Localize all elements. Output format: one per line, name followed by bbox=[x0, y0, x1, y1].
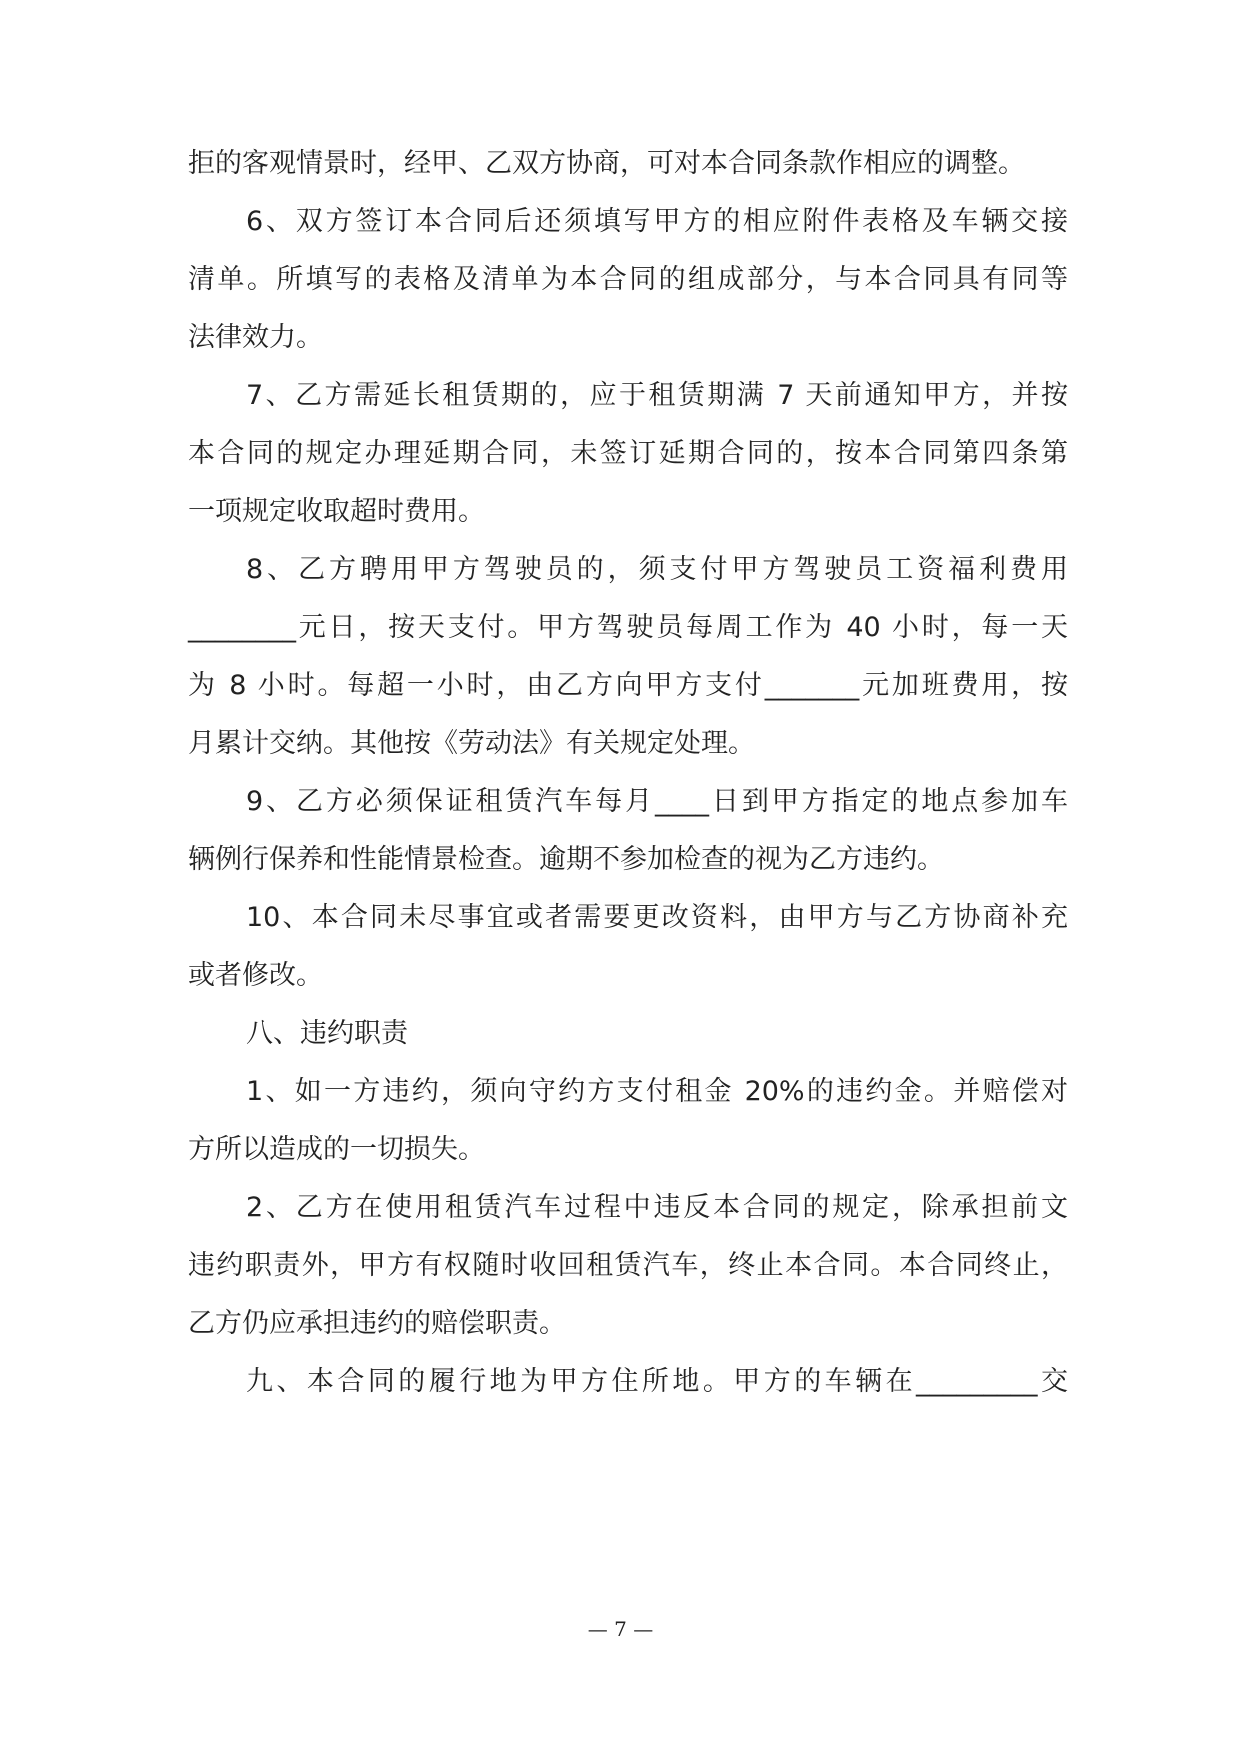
text-line: 方所以造成的一切损失。 bbox=[188, 1134, 485, 1165]
text-line: 9、乙方必须保证租赁汽车每月____日到甲方指定的地点参加车 bbox=[246, 786, 1068, 817]
text-line: 2、乙方在使用租赁汽车过程中违反本合同的规定，除承担前文 bbox=[246, 1192, 1068, 1223]
section-heading: 八、违约职责 bbox=[246, 1018, 408, 1049]
text-line: 6、双方签订本合同后还须填写甲方的相应附件表格及车辆交接 bbox=[246, 206, 1068, 237]
text-line: 清单。所填写的表格及清单为本合同的组成部分，与本合同具有同等 bbox=[188, 264, 1068, 295]
text-line: ________元日，按天支付。甲方驾驶员每周工作为 40 小时，每一天 bbox=[188, 612, 1068, 643]
text-line: 10、本合同未尽事宜或者需要更改资料，由甲方与乙方协商补充 bbox=[246, 902, 1068, 933]
page-number: — 7 — bbox=[587, 1617, 654, 1641]
text-line: 月累计交纳。其他按《劳动法》有关规定处理。 bbox=[188, 728, 755, 759]
text-line: 违约职责外，甲方有权随时收回租赁汽车，终止本合同。本合同终止， bbox=[188, 1250, 1068, 1281]
text-line: 九、本合同的履行地为甲方住所地。甲方的车辆在_________交 bbox=[246, 1366, 1068, 1397]
text-line: 拒的客观情景时，经甲、乙双方协商，可对本合同条款作相应的调整。 bbox=[188, 148, 1025, 179]
text-line: 7、乙方需延长租赁期的，应于租赁期满 7 天前通知甲方，并按 bbox=[246, 380, 1068, 411]
text-line: 本合同的规定办理延期合同，未签订延期合同的，按本合同第四条第 bbox=[188, 438, 1068, 469]
text-line: 为 8 小时。每超一小时，由乙方向甲方支付_______元加班费用，按 bbox=[188, 670, 1068, 701]
text-line: 8、乙方聘用甲方驾驶员的，须支付甲方驾驶员工资福利费用 bbox=[246, 554, 1068, 585]
text-line: 乙方仍应承担违约的赔偿职责。 bbox=[188, 1308, 566, 1339]
text-line: 法律效力。 bbox=[188, 322, 323, 353]
text-line: 或者修改。 bbox=[188, 960, 323, 991]
text-line: 一项规定收取超时费用。 bbox=[188, 496, 485, 527]
text-line: 1、如一方违约，须向守约方支付租金 20%的违约金。并赔偿对 bbox=[246, 1076, 1068, 1107]
text-line: 辆例行保养和性能情景检查。逾期不参加检查的视为乙方违约。 bbox=[188, 844, 944, 875]
